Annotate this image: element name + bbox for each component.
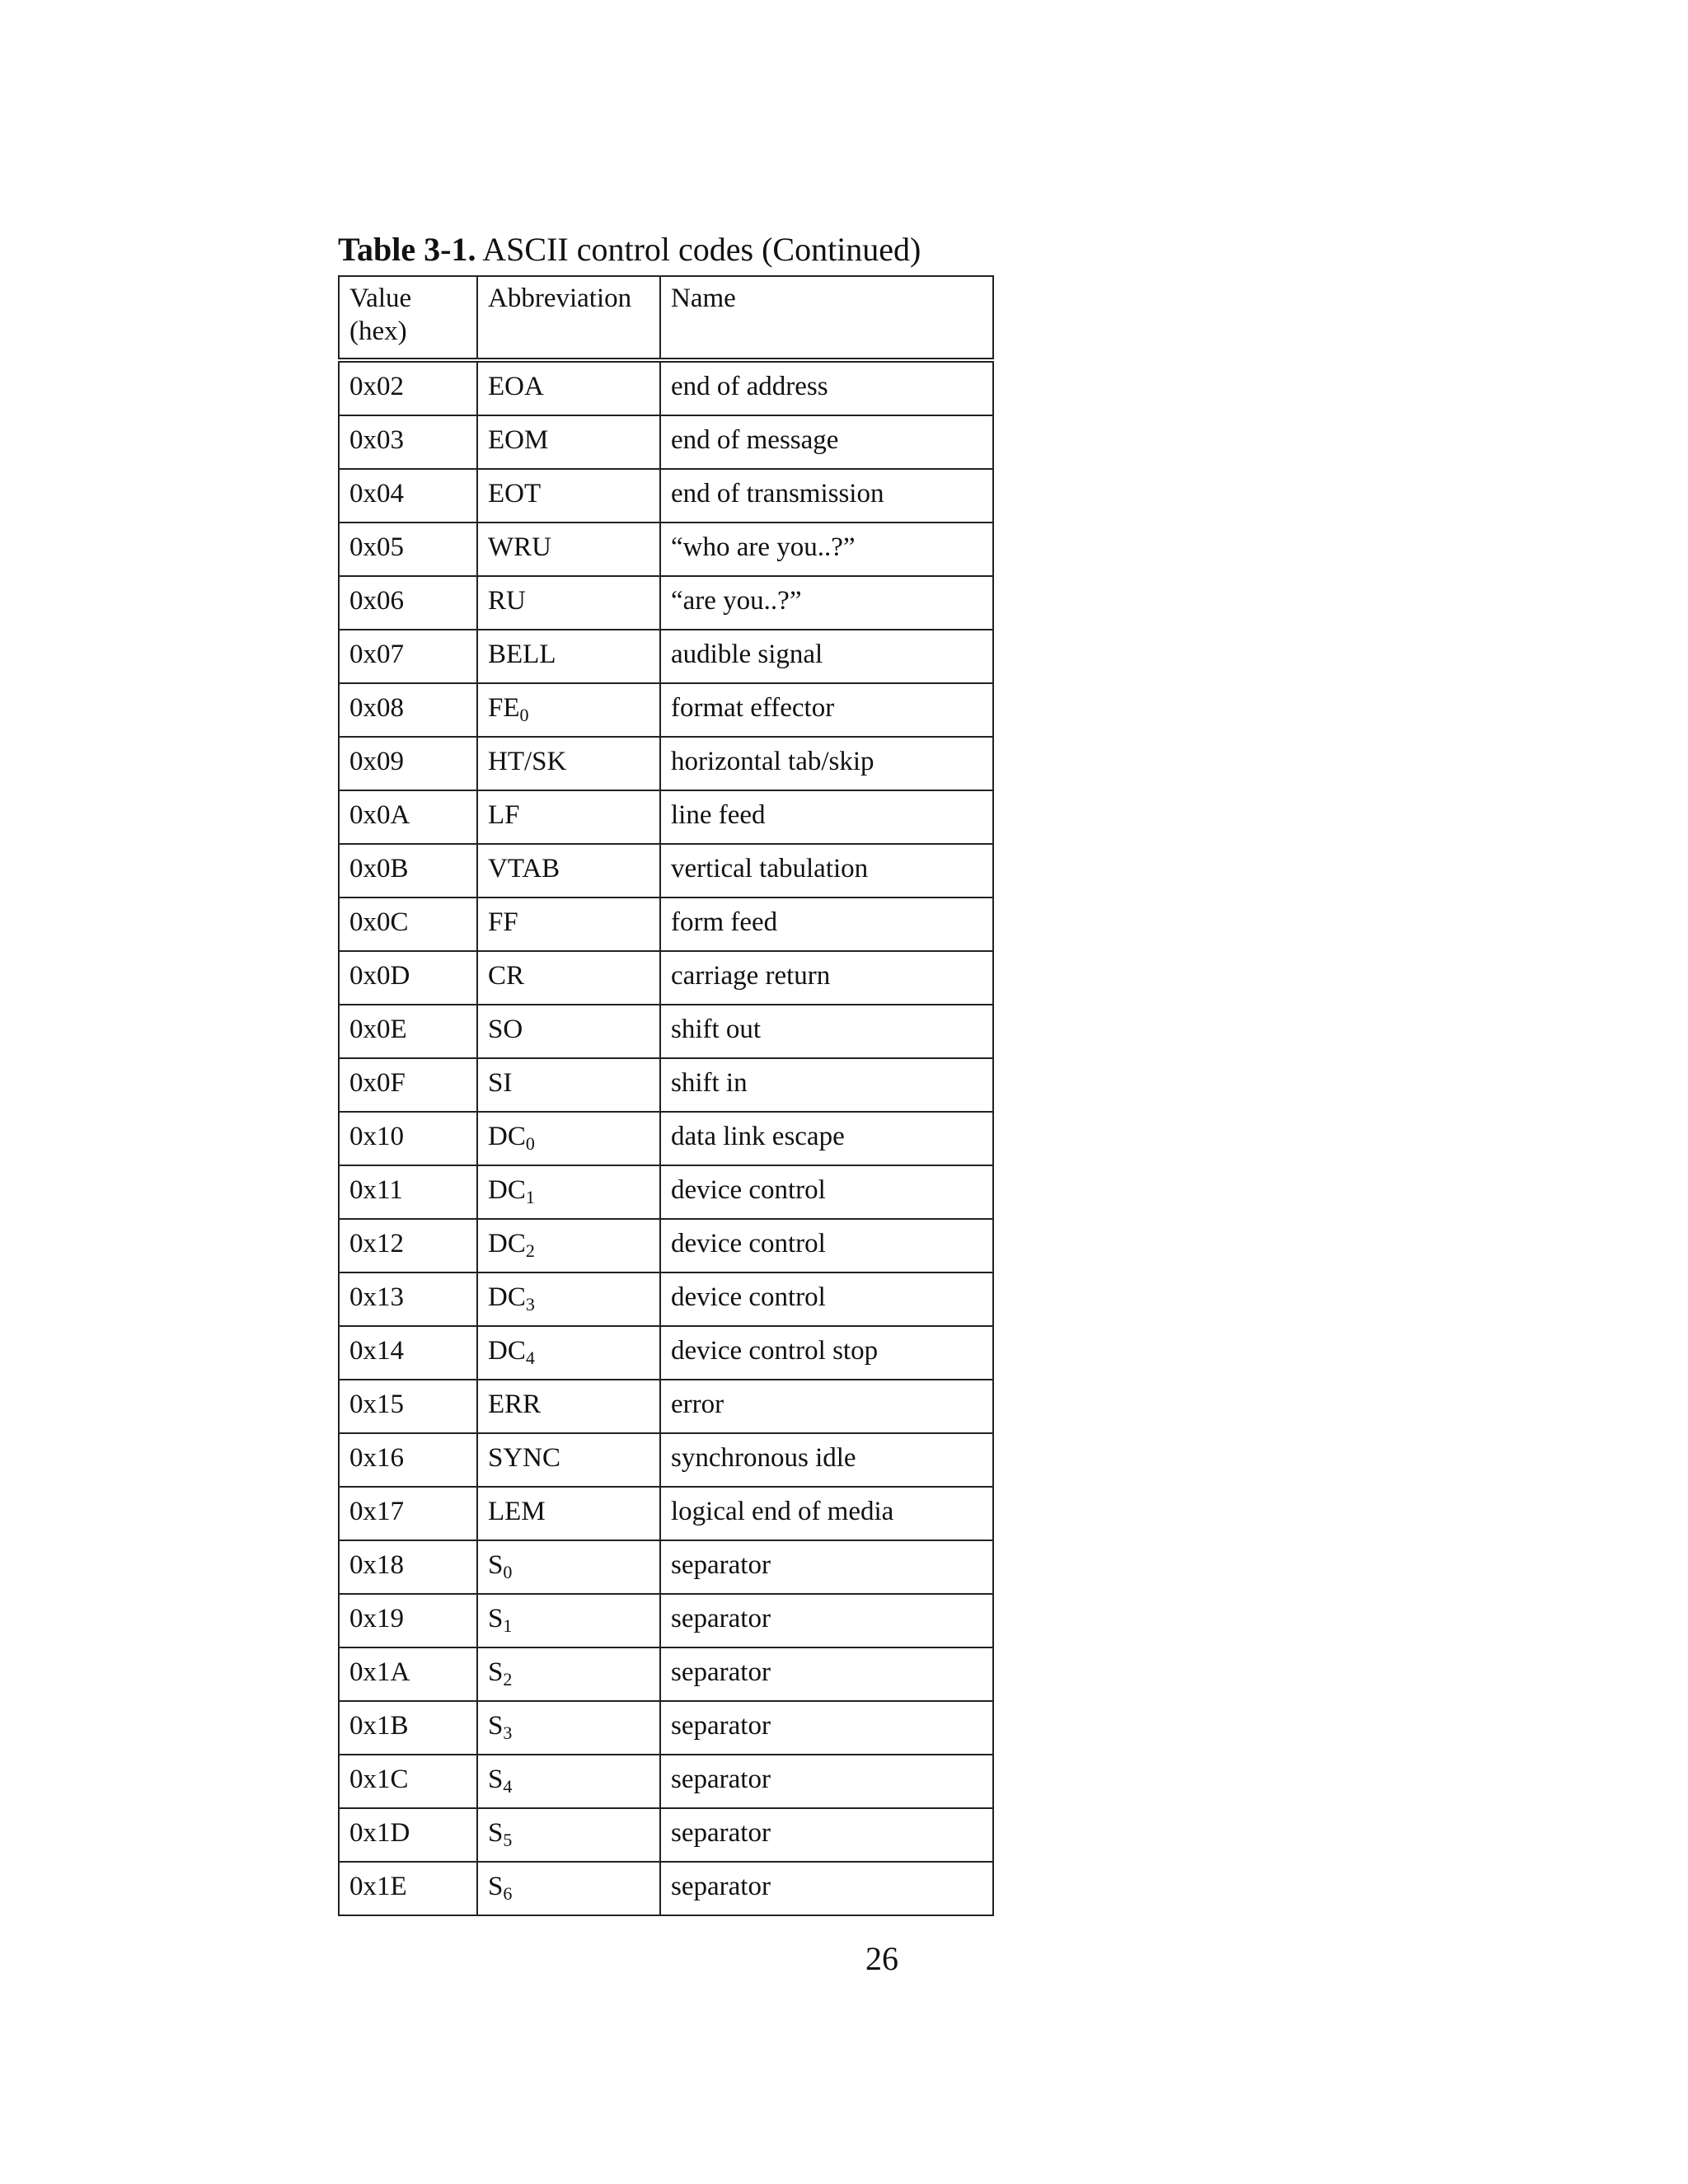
- cell-abbreviation: [477, 1701, 660, 1755]
- abbreviation-text: SI: [488, 1067, 513, 1098]
- abbreviation-text: DC: [488, 1228, 526, 1258]
- abbreviation-text: S: [488, 1871, 504, 1901]
- cell-value: 0x10: [339, 1112, 477, 1165]
- cell-abbreviation: [477, 469, 660, 523]
- table-row: [339, 1219, 993, 1272]
- cell-abbreviation: [477, 790, 660, 844]
- cell-name: carriage return: [660, 951, 993, 1005]
- abbreviation-subscript: 2: [525, 1240, 535, 1261]
- cell-value: 0x1B: [339, 1701, 477, 1755]
- cell-name: form feed: [660, 898, 993, 951]
- abbreviation-subscript: 3: [503, 1722, 513, 1743]
- cell-name: audible signal: [660, 630, 993, 683]
- cell-name: separator: [660, 1594, 993, 1647]
- abbreviation-text: DC: [488, 1174, 526, 1205]
- abbreviation-text: HT/SK: [488, 746, 567, 776]
- cell-name: horizontal tab/skip: [660, 737, 993, 790]
- table-row: [339, 1272, 993, 1326]
- cell-name: shift out: [660, 1005, 993, 1058]
- abbreviation-text: S: [488, 1603, 504, 1633]
- table-row: [339, 1755, 993, 1808]
- page-number: 26: [865, 1940, 898, 1977]
- table-caption-text: ASCII control codes (Continued): [482, 231, 921, 268]
- cell-name: separator: [660, 1701, 993, 1755]
- table-row: [339, 469, 993, 523]
- cell-abbreviation: [477, 630, 660, 683]
- table-row: [339, 576, 993, 630]
- cell-value: 0x1A: [339, 1647, 477, 1701]
- table-row: [339, 1058, 993, 1112]
- table-row: [339, 360, 993, 415]
- abbreviation-text: EOA: [488, 371, 544, 401]
- table-row: [339, 523, 993, 576]
- abbreviation-text: CR: [488, 960, 525, 991]
- table-row: [339, 1487, 993, 1540]
- cell-name: vertical tabulation: [660, 844, 993, 898]
- table-row: [339, 898, 993, 951]
- cell-name: end of address: [660, 360, 993, 415]
- header-abbreviation: Abbreviation: [477, 276, 660, 360]
- table-row: [339, 1862, 993, 1915]
- cell-name: separator: [660, 1808, 993, 1862]
- table-row: [339, 790, 993, 844]
- cell-name: separator: [660, 1755, 993, 1808]
- cell-value: 0x06: [339, 576, 477, 630]
- abbreviation-subscript: 2: [503, 1668, 513, 1690]
- cell-abbreviation: [477, 1380, 660, 1433]
- cell-value: 0x12: [339, 1219, 477, 1272]
- abbreviation-text: S: [488, 1657, 504, 1687]
- cell-value: 0x03: [339, 415, 477, 469]
- cell-value: 0x05: [339, 523, 477, 576]
- abbreviation-text: SYNC: [488, 1442, 561, 1473]
- ascii-control-codes-table: [338, 275, 994, 1916]
- table-row: [339, 415, 993, 469]
- cell-abbreviation: [477, 1862, 660, 1915]
- cell-name: error: [660, 1380, 993, 1433]
- cell-name: logical end of media: [660, 1487, 993, 1540]
- table-row: [339, 630, 993, 683]
- table-row: [339, 1380, 993, 1433]
- cell-abbreviation: [477, 1433, 660, 1487]
- cell-abbreviation: [477, 1272, 660, 1326]
- cell-abbreviation: [477, 1058, 660, 1112]
- abbreviation-text: BELL: [488, 639, 556, 669]
- abbreviation-subscript: 3: [525, 1293, 535, 1315]
- abbreviation-text: S: [488, 1764, 504, 1794]
- abbreviation-text: S: [488, 1817, 504, 1848]
- table-row: [339, 737, 993, 790]
- abbreviation-text: S: [488, 1710, 504, 1741]
- cell-name: device control: [660, 1165, 993, 1219]
- cell-value: 0x09: [339, 737, 477, 790]
- cell-value: 0x19: [339, 1594, 477, 1647]
- cell-name: separator: [660, 1862, 993, 1915]
- cell-value: 0x04: [339, 469, 477, 523]
- abbreviation-text: FF: [488, 907, 518, 937]
- abbreviation-text: DC: [488, 1121, 526, 1151]
- table-caption-label: Table 3-1.: [338, 231, 476, 268]
- cell-abbreviation: [477, 576, 660, 630]
- cell-value: 0x08: [339, 683, 477, 737]
- cell-abbreviation: [477, 1647, 660, 1701]
- table-header-row: [339, 276, 993, 360]
- cell-value: 0x18: [339, 1540, 477, 1594]
- table-row: [339, 951, 993, 1005]
- abbreviation-subscript: 5: [503, 1829, 513, 1850]
- abbreviation-subscript: 6: [503, 1882, 513, 1904]
- cell-value: 0x0A: [339, 790, 477, 844]
- cell-value: 0x1E: [339, 1862, 477, 1915]
- abbreviation-text: EOT: [488, 478, 542, 509]
- cell-abbreviation: [477, 1808, 660, 1862]
- cell-abbreviation: [477, 1540, 660, 1594]
- abbreviation-subscript: 1: [525, 1186, 535, 1207]
- table-row: [339, 1326, 993, 1380]
- cell-name: device control stop: [660, 1326, 993, 1380]
- cell-name: shift in: [660, 1058, 993, 1112]
- cell-value: 0x0F: [339, 1058, 477, 1112]
- cell-value: 0x11: [339, 1165, 477, 1219]
- cell-abbreviation: [477, 1326, 660, 1380]
- cell-abbreviation: [477, 1487, 660, 1540]
- cell-value: 0x0C: [339, 898, 477, 951]
- cell-name: line feed: [660, 790, 993, 844]
- cell-abbreviation: [477, 523, 660, 576]
- abbreviation-text: LEM: [488, 1496, 546, 1526]
- cell-name: separator: [660, 1540, 993, 1594]
- cell-name: separator: [660, 1647, 993, 1701]
- table-body: [339, 360, 993, 1915]
- cell-value: 0x1D: [339, 1808, 477, 1862]
- abbreviation-subscript: 1: [503, 1615, 513, 1636]
- cell-name: end of transmission: [660, 469, 993, 523]
- header-name: Name: [660, 276, 993, 360]
- abbreviation-text: LF: [488, 799, 520, 830]
- table-row: [339, 1165, 993, 1219]
- cell-abbreviation: [477, 1594, 660, 1647]
- cell-abbreviation: [477, 844, 660, 898]
- table-row: [339, 1647, 993, 1701]
- abbreviation-text: EOM: [488, 424, 549, 455]
- cell-value: 0x16: [339, 1433, 477, 1487]
- cell-name: end of message: [660, 415, 993, 469]
- header-value-line1: Value: [349, 284, 412, 313]
- table-row: [339, 1594, 993, 1647]
- cell-value: 0x0D: [339, 951, 477, 1005]
- table-row: [339, 1433, 993, 1487]
- table-row: [339, 683, 993, 737]
- abbreviation-subscript: 4: [503, 1775, 513, 1797]
- header-value: [339, 276, 477, 360]
- abbreviation-subscript: 4: [525, 1347, 535, 1368]
- abbreviation-subscript: 0: [525, 1132, 535, 1154]
- cell-name: synchronous idle: [660, 1433, 993, 1487]
- cell-abbreviation: [477, 898, 660, 951]
- cell-abbreviation: [477, 951, 660, 1005]
- abbreviation-text: ERR: [488, 1389, 542, 1419]
- cell-abbreviation: [477, 360, 660, 415]
- cell-value: 0x14: [339, 1326, 477, 1380]
- table-row: [339, 1005, 993, 1058]
- table-row: [339, 1540, 993, 1594]
- abbreviation-text: VTAB: [488, 853, 560, 883]
- cell-abbreviation: [477, 1112, 660, 1165]
- abbreviation-text: S: [488, 1549, 504, 1580]
- cell-name: “are you..?”: [660, 576, 993, 630]
- abbreviation-subscript: 0: [503, 1561, 513, 1582]
- cell-abbreviation: [477, 1165, 660, 1219]
- table-caption: [338, 225, 921, 274]
- cell-abbreviation: [477, 1005, 660, 1058]
- cell-name: device control: [660, 1272, 993, 1326]
- cell-value: 0x0E: [339, 1005, 477, 1058]
- table-row: [339, 844, 993, 898]
- cell-abbreviation: [477, 683, 660, 737]
- cell-name: data link escape: [660, 1112, 993, 1165]
- table-row: [339, 1701, 993, 1755]
- abbreviation-text: DC: [488, 1335, 526, 1366]
- table-row: [339, 1808, 993, 1862]
- cell-value: 0x13: [339, 1272, 477, 1326]
- cell-name: device control: [660, 1219, 993, 1272]
- abbreviation-text: RU: [488, 585, 526, 616]
- cell-value: 0x15: [339, 1380, 477, 1433]
- table-row: [339, 1112, 993, 1165]
- cell-abbreviation: [477, 1755, 660, 1808]
- abbreviation-text: SO: [488, 1014, 523, 1044]
- abbreviation-text: WRU: [488, 532, 551, 562]
- abbreviation-subscript: 0: [519, 704, 529, 725]
- cell-value: 0x0B: [339, 844, 477, 898]
- cell-value: 0x02: [339, 360, 477, 415]
- cell-name: “who are you..?”: [660, 523, 993, 576]
- abbreviation-text: FE: [488, 692, 520, 723]
- abbreviation-text: DC: [488, 1282, 526, 1312]
- cell-name: format effector: [660, 683, 993, 737]
- cell-value: 0x17: [339, 1487, 477, 1540]
- header-value-line2: (hex): [349, 316, 407, 346]
- cell-abbreviation: [477, 1219, 660, 1272]
- cell-value: 0x07: [339, 630, 477, 683]
- cell-abbreviation: [477, 415, 660, 469]
- cell-value: 0x1C: [339, 1755, 477, 1808]
- cell-abbreviation: [477, 737, 660, 790]
